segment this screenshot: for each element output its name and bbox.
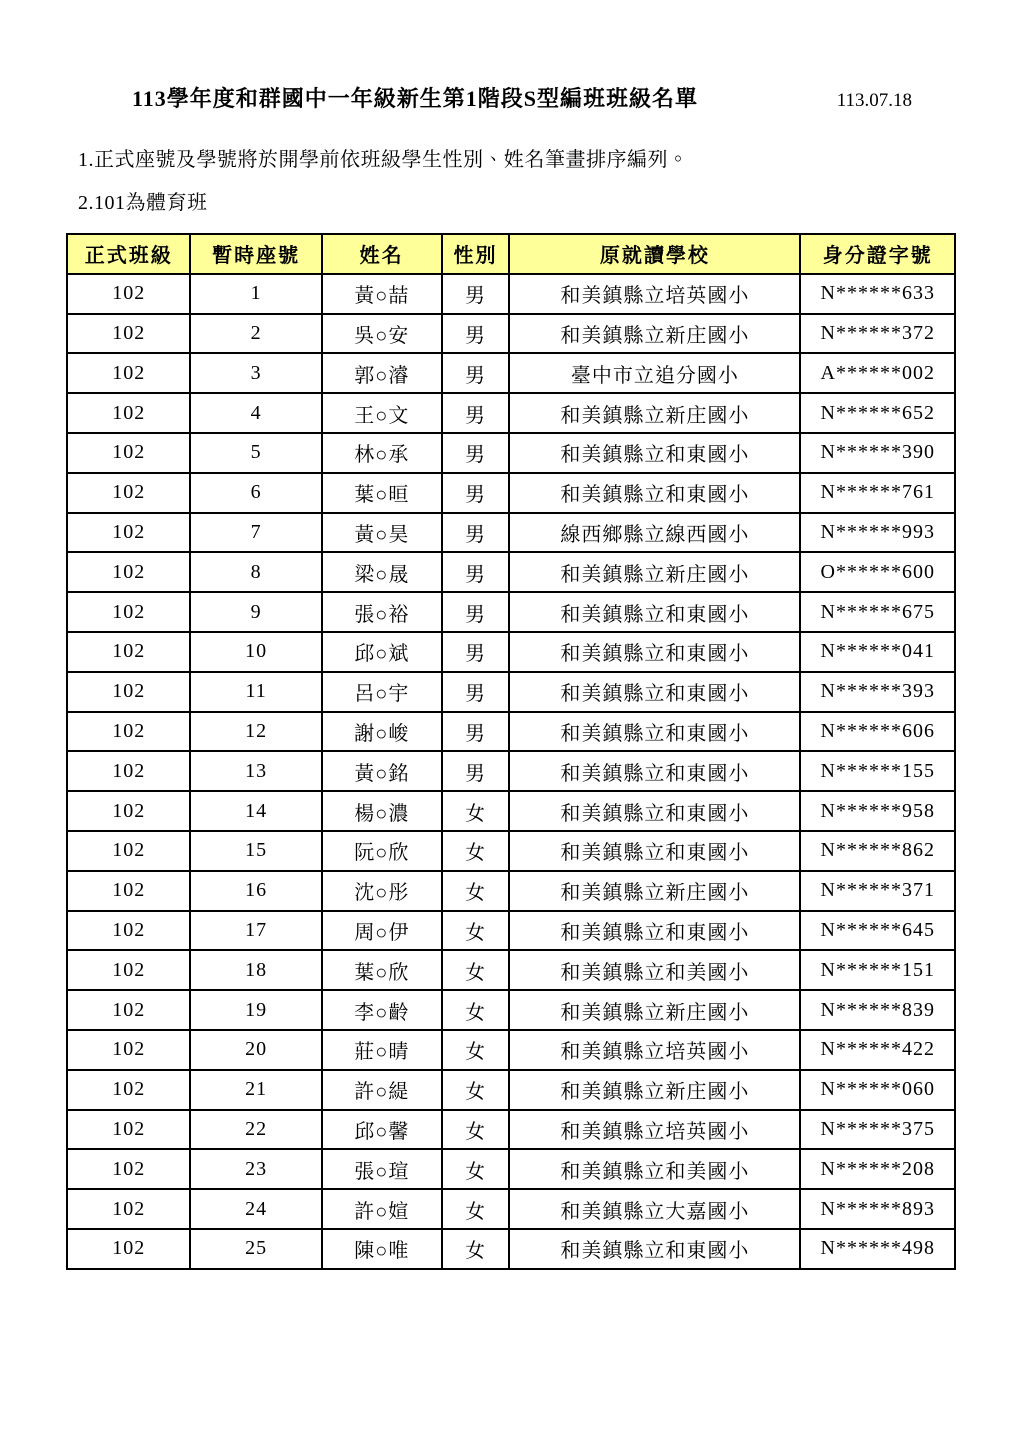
table-row	[67, 791, 955, 831]
cell-class: 102	[67, 950, 190, 990]
cell-class: 102	[67, 672, 190, 712]
cell-seat: 8	[190, 552, 321, 592]
table-row	[67, 274, 955, 314]
cell-seat: 4	[190, 393, 321, 433]
cell-class: 102	[67, 751, 190, 791]
cell-id: N******958	[800, 791, 955, 831]
cell-name: 莊○晴	[322, 1030, 442, 1070]
cell-school: 和美鎮縣立和東國小	[509, 592, 800, 632]
cell-id: N******645	[800, 911, 955, 951]
cell-gender: 男	[442, 274, 509, 314]
cell-id: N******893	[800, 1189, 955, 1229]
cell-school: 和美鎮縣立和東國小	[509, 672, 800, 712]
cell-name: 梁○晟	[322, 552, 442, 592]
table-row	[67, 990, 955, 1030]
cell-seat: 10	[190, 632, 321, 672]
cell-school: 和美鎮縣立大嘉國小	[509, 1189, 800, 1229]
table-row	[67, 1070, 955, 1110]
table-row	[67, 513, 955, 553]
cell-id: N******060	[800, 1070, 955, 1110]
cell-id: N******155	[800, 751, 955, 791]
table-row	[67, 393, 955, 433]
cell-seat: 11	[190, 672, 321, 712]
cell-gender: 男	[442, 314, 509, 354]
cell-gender: 男	[442, 632, 509, 672]
cell-school: 和美鎮縣立和東國小	[509, 751, 800, 791]
cell-id: N******839	[800, 990, 955, 1030]
cell-seat: 24	[190, 1189, 321, 1229]
column-header-name: 姓名	[322, 234, 442, 274]
cell-name: 邱○馨	[322, 1110, 442, 1150]
cell-seat: 1	[190, 274, 321, 314]
cell-class: 102	[67, 911, 190, 951]
cell-class: 102	[67, 592, 190, 632]
cell-school: 和美鎮縣立新庄國小	[509, 1070, 800, 1110]
cell-class: 102	[67, 353, 190, 393]
cell-seat: 7	[190, 513, 321, 553]
table-row	[67, 831, 955, 871]
title-row	[66, 82, 956, 113]
cell-class: 102	[67, 513, 190, 553]
cell-school: 和美鎮縣立和東國小	[509, 791, 800, 831]
table-row	[67, 950, 955, 990]
cell-name: 黃○喆	[322, 274, 442, 314]
cell-id: N******606	[800, 712, 955, 752]
cell-id: N******372	[800, 314, 955, 354]
cell-seat: 25	[190, 1229, 321, 1269]
cell-gender: 男	[442, 433, 509, 473]
cell-school: 和美鎮縣立和東國小	[509, 1229, 800, 1269]
cell-gender: 男	[442, 473, 509, 513]
cell-id: N******375	[800, 1110, 955, 1150]
roster-table-header	[67, 234, 955, 274]
cell-gender: 女	[442, 871, 509, 911]
document-content	[66, 82, 956, 1270]
cell-school: 和美鎮縣立和東國小	[509, 473, 800, 513]
cell-gender: 女	[442, 1030, 509, 1070]
cell-name: 黃○昊	[322, 513, 442, 553]
cell-seat: 2	[190, 314, 321, 354]
table-row	[67, 473, 955, 513]
column-header-id: 身分證字號	[800, 234, 955, 274]
cell-name: 黃○銘	[322, 751, 442, 791]
cell-class: 102	[67, 1149, 190, 1189]
cell-id: N******151	[800, 950, 955, 990]
cell-gender: 男	[442, 552, 509, 592]
cell-school: 臺中市立追分國小	[509, 353, 800, 393]
notes-block	[66, 143, 956, 215]
cell-seat: 17	[190, 911, 321, 951]
cell-name: 郭○濬	[322, 353, 442, 393]
cell-id: A******002	[800, 353, 955, 393]
column-header-class: 正式班級	[67, 234, 190, 274]
cell-class: 102	[67, 712, 190, 752]
roster-table-body	[67, 274, 955, 1269]
cell-class: 102	[67, 871, 190, 911]
cell-class: 102	[67, 1229, 190, 1269]
cell-gender: 男	[442, 393, 509, 433]
document-date: 113.07.18	[836, 90, 912, 111]
cell-name: 葉○晅	[322, 473, 442, 513]
cell-id: N******633	[800, 274, 955, 314]
cell-seat: 22	[190, 1110, 321, 1150]
cell-seat: 16	[190, 871, 321, 911]
table-row	[67, 552, 955, 592]
roster-table	[66, 233, 956, 1270]
cell-id: N******422	[800, 1030, 955, 1070]
cell-seat: 18	[190, 950, 321, 990]
cell-name: 許○緹	[322, 1070, 442, 1110]
cell-school: 和美鎮縣立和東國小	[509, 911, 800, 951]
cell-id: O******600	[800, 552, 955, 592]
cell-seat: 23	[190, 1149, 321, 1189]
table-row	[67, 871, 955, 911]
cell-class: 102	[67, 314, 190, 354]
cell-class: 102	[67, 831, 190, 871]
cell-gender: 女	[442, 1070, 509, 1110]
cell-name: 王○文	[322, 393, 442, 433]
cell-name: 葉○欣	[322, 950, 442, 990]
cell-gender: 男	[442, 751, 509, 791]
cell-id: N******498	[800, 1229, 955, 1269]
cell-name: 阮○欣	[322, 831, 442, 871]
cell-class: 102	[67, 791, 190, 831]
table-row	[67, 1229, 955, 1269]
cell-gender: 男	[442, 353, 509, 393]
column-header-school: 原就讀學校	[509, 234, 800, 274]
cell-id: N******761	[800, 473, 955, 513]
cell-name: 林○承	[322, 433, 442, 473]
table-row	[67, 314, 955, 354]
cell-school: 和美鎮縣立新庄國小	[509, 393, 800, 433]
table-row	[67, 433, 955, 473]
page-title: 113學年度和群國中一年級新生第1階段S型編班班級名單	[132, 86, 699, 111]
table-row	[67, 1149, 955, 1189]
cell-id: N******675	[800, 592, 955, 632]
cell-gender: 女	[442, 1110, 509, 1150]
cell-class: 102	[67, 632, 190, 672]
cell-id: N******371	[800, 871, 955, 911]
cell-class: 102	[67, 990, 190, 1030]
cell-school: 線西鄉縣立線西國小	[509, 513, 800, 553]
table-row	[67, 353, 955, 393]
cell-seat: 12	[190, 712, 321, 752]
cell-name: 李○齡	[322, 990, 442, 1030]
cell-gender: 女	[442, 990, 509, 1030]
cell-class: 102	[67, 1070, 190, 1110]
cell-school: 和美鎮縣立新庄國小	[509, 990, 800, 1030]
cell-name: 周○伊	[322, 911, 442, 951]
cell-gender: 男	[442, 712, 509, 752]
cell-gender: 男	[442, 672, 509, 712]
cell-school: 和美鎮縣立新庄國小	[509, 552, 800, 592]
cell-school: 和美鎮縣立培英國小	[509, 274, 800, 314]
cell-id: N******393	[800, 672, 955, 712]
cell-class: 102	[67, 274, 190, 314]
cell-class: 102	[67, 473, 190, 513]
cell-id: N******390	[800, 433, 955, 473]
cell-seat: 19	[190, 990, 321, 1030]
cell-class: 102	[67, 552, 190, 592]
cell-class: 102	[67, 393, 190, 433]
cell-gender: 女	[442, 911, 509, 951]
cell-name: 陳○唯	[322, 1229, 442, 1269]
cell-seat: 3	[190, 353, 321, 393]
cell-id: N******041	[800, 632, 955, 672]
table-row	[67, 1030, 955, 1070]
table-row	[67, 911, 955, 951]
cell-gender: 男	[442, 513, 509, 553]
cell-seat: 6	[190, 473, 321, 513]
cell-gender: 女	[442, 791, 509, 831]
cell-school: 和美鎮縣立培英國小	[509, 1030, 800, 1070]
cell-school: 和美鎮縣立和東國小	[509, 831, 800, 871]
cell-class: 102	[67, 1030, 190, 1070]
cell-seat: 21	[190, 1070, 321, 1110]
table-row	[67, 1189, 955, 1229]
cell-name: 許○媗	[322, 1189, 442, 1229]
cell-school: 和美鎮縣立和東國小	[509, 632, 800, 672]
cell-school: 和美鎮縣立新庄國小	[509, 314, 800, 354]
note-sports-class: 2.101為體育班	[78, 192, 208, 214]
cell-class: 102	[67, 1189, 190, 1229]
cell-seat: 9	[190, 592, 321, 632]
table-row	[67, 672, 955, 712]
cell-seat: 15	[190, 831, 321, 871]
cell-name: 張○裕	[322, 592, 442, 632]
cell-school: 和美鎮縣立和東國小	[509, 712, 800, 752]
table-row	[67, 712, 955, 752]
cell-id: N******862	[800, 831, 955, 871]
cell-seat: 20	[190, 1030, 321, 1070]
cell-school: 和美鎮縣立和東國小	[509, 433, 800, 473]
cell-seat: 5	[190, 433, 321, 473]
cell-school: 和美鎮縣立培英國小	[509, 1110, 800, 1150]
cell-gender: 女	[442, 831, 509, 871]
cell-gender: 女	[442, 1229, 509, 1269]
table-row	[67, 751, 955, 791]
cell-name: 呂○宇	[322, 672, 442, 712]
column-header-gender: 性別	[442, 234, 509, 274]
cell-seat: 14	[190, 791, 321, 831]
table-row	[67, 592, 955, 632]
cell-seat: 13	[190, 751, 321, 791]
header-row	[67, 234, 955, 274]
note-seat-numbering: 1.正式座號及學號將於開學前依班級學生性別、姓名筆畫排序編列。	[78, 149, 689, 171]
cell-school: 和美鎮縣立和美國小	[509, 950, 800, 990]
cell-name: 張○瑄	[322, 1149, 442, 1189]
cell-gender: 男	[442, 592, 509, 632]
cell-school: 和美鎮縣立新庄國小	[509, 871, 800, 911]
cell-name: 沈○彤	[322, 871, 442, 911]
cell-name: 楊○濃	[322, 791, 442, 831]
cell-id: N******993	[800, 513, 955, 553]
column-header-seat: 暫時座號	[190, 234, 321, 274]
cell-id: N******652	[800, 393, 955, 433]
cell-gender: 女	[442, 950, 509, 990]
cell-school: 和美鎮縣立和美國小	[509, 1149, 800, 1189]
cell-gender: 女	[442, 1189, 509, 1229]
cell-name: 邱○斌	[322, 632, 442, 672]
cell-id: N******208	[800, 1149, 955, 1189]
cell-name: 謝○峻	[322, 712, 442, 752]
cell-gender: 女	[442, 1149, 509, 1189]
cell-name: 吳○安	[322, 314, 442, 354]
cell-class: 102	[67, 1110, 190, 1150]
cell-class: 102	[67, 433, 190, 473]
table-row	[67, 632, 955, 672]
table-row	[67, 1110, 955, 1150]
